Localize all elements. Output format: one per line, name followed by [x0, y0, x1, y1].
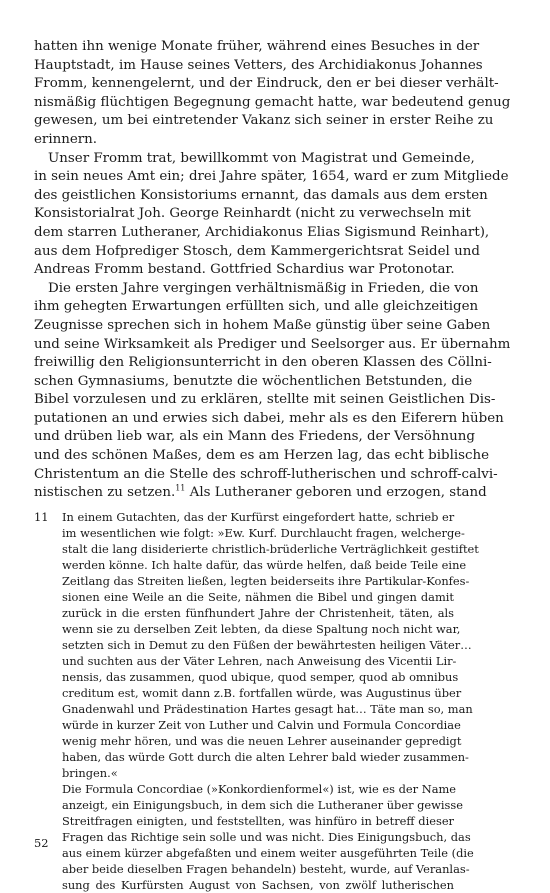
footnote-line: bringen.«: [62, 765, 118, 780]
footnote-line: sionen eine Weile an die Seite, nähmen die Bibel und gingen damit: [62, 589, 454, 604]
text-line: Christentum an die Stelle des schroff-lutherischen und schroff-calvi-: [34, 466, 498, 482]
footnote-line: sung des Kurfürsten August von Sachsen, von zwölf lutherischen: [62, 877, 454, 892]
text-line: in sein neues Amt ein; drei Jahre später, 1654, ward er zum Mitgliede: [34, 169, 509, 185]
text-line: Andreas Fromm bestand. Gottfried Schardius war Protonotar.: [34, 262, 455, 278]
text-line: Unser Fromm trat, bewillkommt von Magistrat und Gemeinde,: [48, 150, 475, 166]
text-line: putationen an und erwies sich dabei, mehr als es den Eiferern hüben: [34, 410, 504, 426]
text-line: schen Gymnasiums, benutzte die wöchentlichen Betstunden, die: [34, 373, 473, 389]
text-line: Hauptstadt, im Hause seines Vetters, des Archidiakonus Johannes: [34, 57, 483, 73]
footnote-body: [62, 509, 479, 893]
footnote-line: haben, das würde Gott durch die alten Lehrer bald wieder zusammen-: [62, 749, 469, 764]
footnote-line: würde in kurzer Zeit von Luther und Calvin und Formula Concordiae: [62, 717, 461, 732]
page-text: [34, 38, 511, 893]
footnote-line: im wesentlichen wie folgt: »Ew. Kurf. Durchlaucht fragen, welcherge-: [62, 525, 465, 540]
text-line: freiwillig den Religionsunterricht in den oberen Klassen des Cöllni-: [34, 355, 492, 371]
footnote-line: Gnadenwahl und Prädestination Hartes gesagt hat… Täte man so, man: [62, 701, 473, 716]
text-line: Zeugnisse sprechen sich in hohem Maße günstig über seine Gaben: [34, 317, 491, 333]
main-text: [34, 38, 511, 503]
text-line: aus dem Hofprediger Stosch, dem Kammergerichtsrat Seidel und: [34, 243, 480, 259]
page-number: 52: [34, 836, 49, 850]
footnote-line: creditum est, womit dann z.B. fortfallen würde, was Augustinus über: [62, 685, 462, 700]
text-line: des geistlichen Konsistoriums ernannt, das damals aus dem ersten: [34, 187, 488, 203]
footnote-line: zurück in die ersten fünfhundert Jahre der Christenheit, täten, als: [62, 605, 454, 620]
text-line: [34, 483, 487, 503]
footnote-line: Die Formula Concordiae (»Konkordienformel«) ist, wie es der Name: [62, 781, 457, 796]
text-line: hatten ihn wenige Monate früher, während eines Besuches in der: [34, 39, 480, 54]
footnote-line: werden könne. Ich halte dafür, das würde helfen, daß beide Teile eine: [62, 557, 467, 572]
text-line: gewesen, um bei eintretender Vakanz sich seiner in erster Reihe zu: [34, 113, 494, 129]
footnote-line: aus einem kürzer abgefaßten und einem weiter ausgeführten Teile (die: [62, 845, 474, 860]
footnote-line: setzten sich in Demut zu den Füßen der bewährtesten heiligen Väter…: [62, 637, 472, 652]
footnote-line: wenn sie zu derselben Zeit lebten, da diese Spaltung noch nicht war,: [62, 621, 461, 636]
text-line: Bibel vorzulesen und zu erklären, stellte mit seinen Geistlichen Dis-: [34, 392, 496, 408]
footnote-line: stalt die lang disiderierte christlich-brüderliche Verträglichkeit gestiftet: [62, 541, 479, 556]
footnote-reference[interactable]: 11: [175, 483, 186, 493]
text-line: und seine Wirksamkeit als Prediger und Seelsorger aus. Er übernahm: [34, 336, 511, 352]
text-line: erinnern.: [34, 131, 98, 147]
text-line: und des schönen Maßes, dem es am Herzen lag, das echt biblische: [34, 448, 490, 464]
text-line: und drüben lieb war, als ein Mann des Friedens, der Versöhnung: [34, 429, 475, 445]
footnote-line: und suchten aus der Väter Lehren, nach Anweisung des Vicentii Lir-: [62, 653, 457, 668]
footnote-line: Fragen das Richtige sein solle und was nicht. Dies Einigungsbuch, das: [62, 829, 471, 844]
text-line: nismäßig flüchtigen Begegnung gemacht hatte, war bedeutend genug: [34, 94, 511, 110]
text-line: Fromm, kennengelernt, und der Eindruck, den er bei dieser verhält-: [34, 76, 499, 92]
footnote-line: In einem Gutachten, das der Kurfürst eingefordert hatte, schrieb er: [62, 509, 455, 524]
text-line: Die ersten Jahre vergingen verhältnismäßig in Frieden, die von: [48, 280, 479, 296]
text-line: ihm gehegten Erwartungen erfüllten sich, und alle gleichzeitigen: [34, 299, 479, 315]
footnote-number: 11: [34, 509, 49, 524]
text-line: Konsistorialrat Joh. George Reinhardt (nicht zu verwechseln mit: [34, 206, 471, 222]
footnote: [34, 509, 479, 893]
footnote-line: aber beide dieselben Fragen behandeln) besteht, wurde, auf Veranlas-: [62, 861, 470, 876]
text-line: dem starren Lutheraner, Archidiakonus Elias Sigismund Reinhart),: [34, 224, 490, 240]
footnote-line: nensis, das zusammen, quod ubique, quod semper, quod ab omnibus: [62, 669, 459, 684]
footnote-line: wenig mehr hören, und was die neuen Lehrer auseinander gepredigt: [62, 733, 462, 748]
text-segment: Als Lutheraner geboren und erzogen, stand: [185, 485, 487, 501]
text-segment: nistischen zu setzen.: [34, 485, 176, 501]
footnote-line: anzeigt, ein Einigungsbuch, in dem sich die Lutheraner über gewisse: [62, 797, 463, 812]
footnote-line: Zeitlang das Streiten ließen, legten beiderseits ihre Partikular-Konfes-: [62, 573, 470, 588]
footnote-line: Streitfragen einigten, und feststellten, was hinfüro in betreff dieser: [62, 813, 454, 828]
